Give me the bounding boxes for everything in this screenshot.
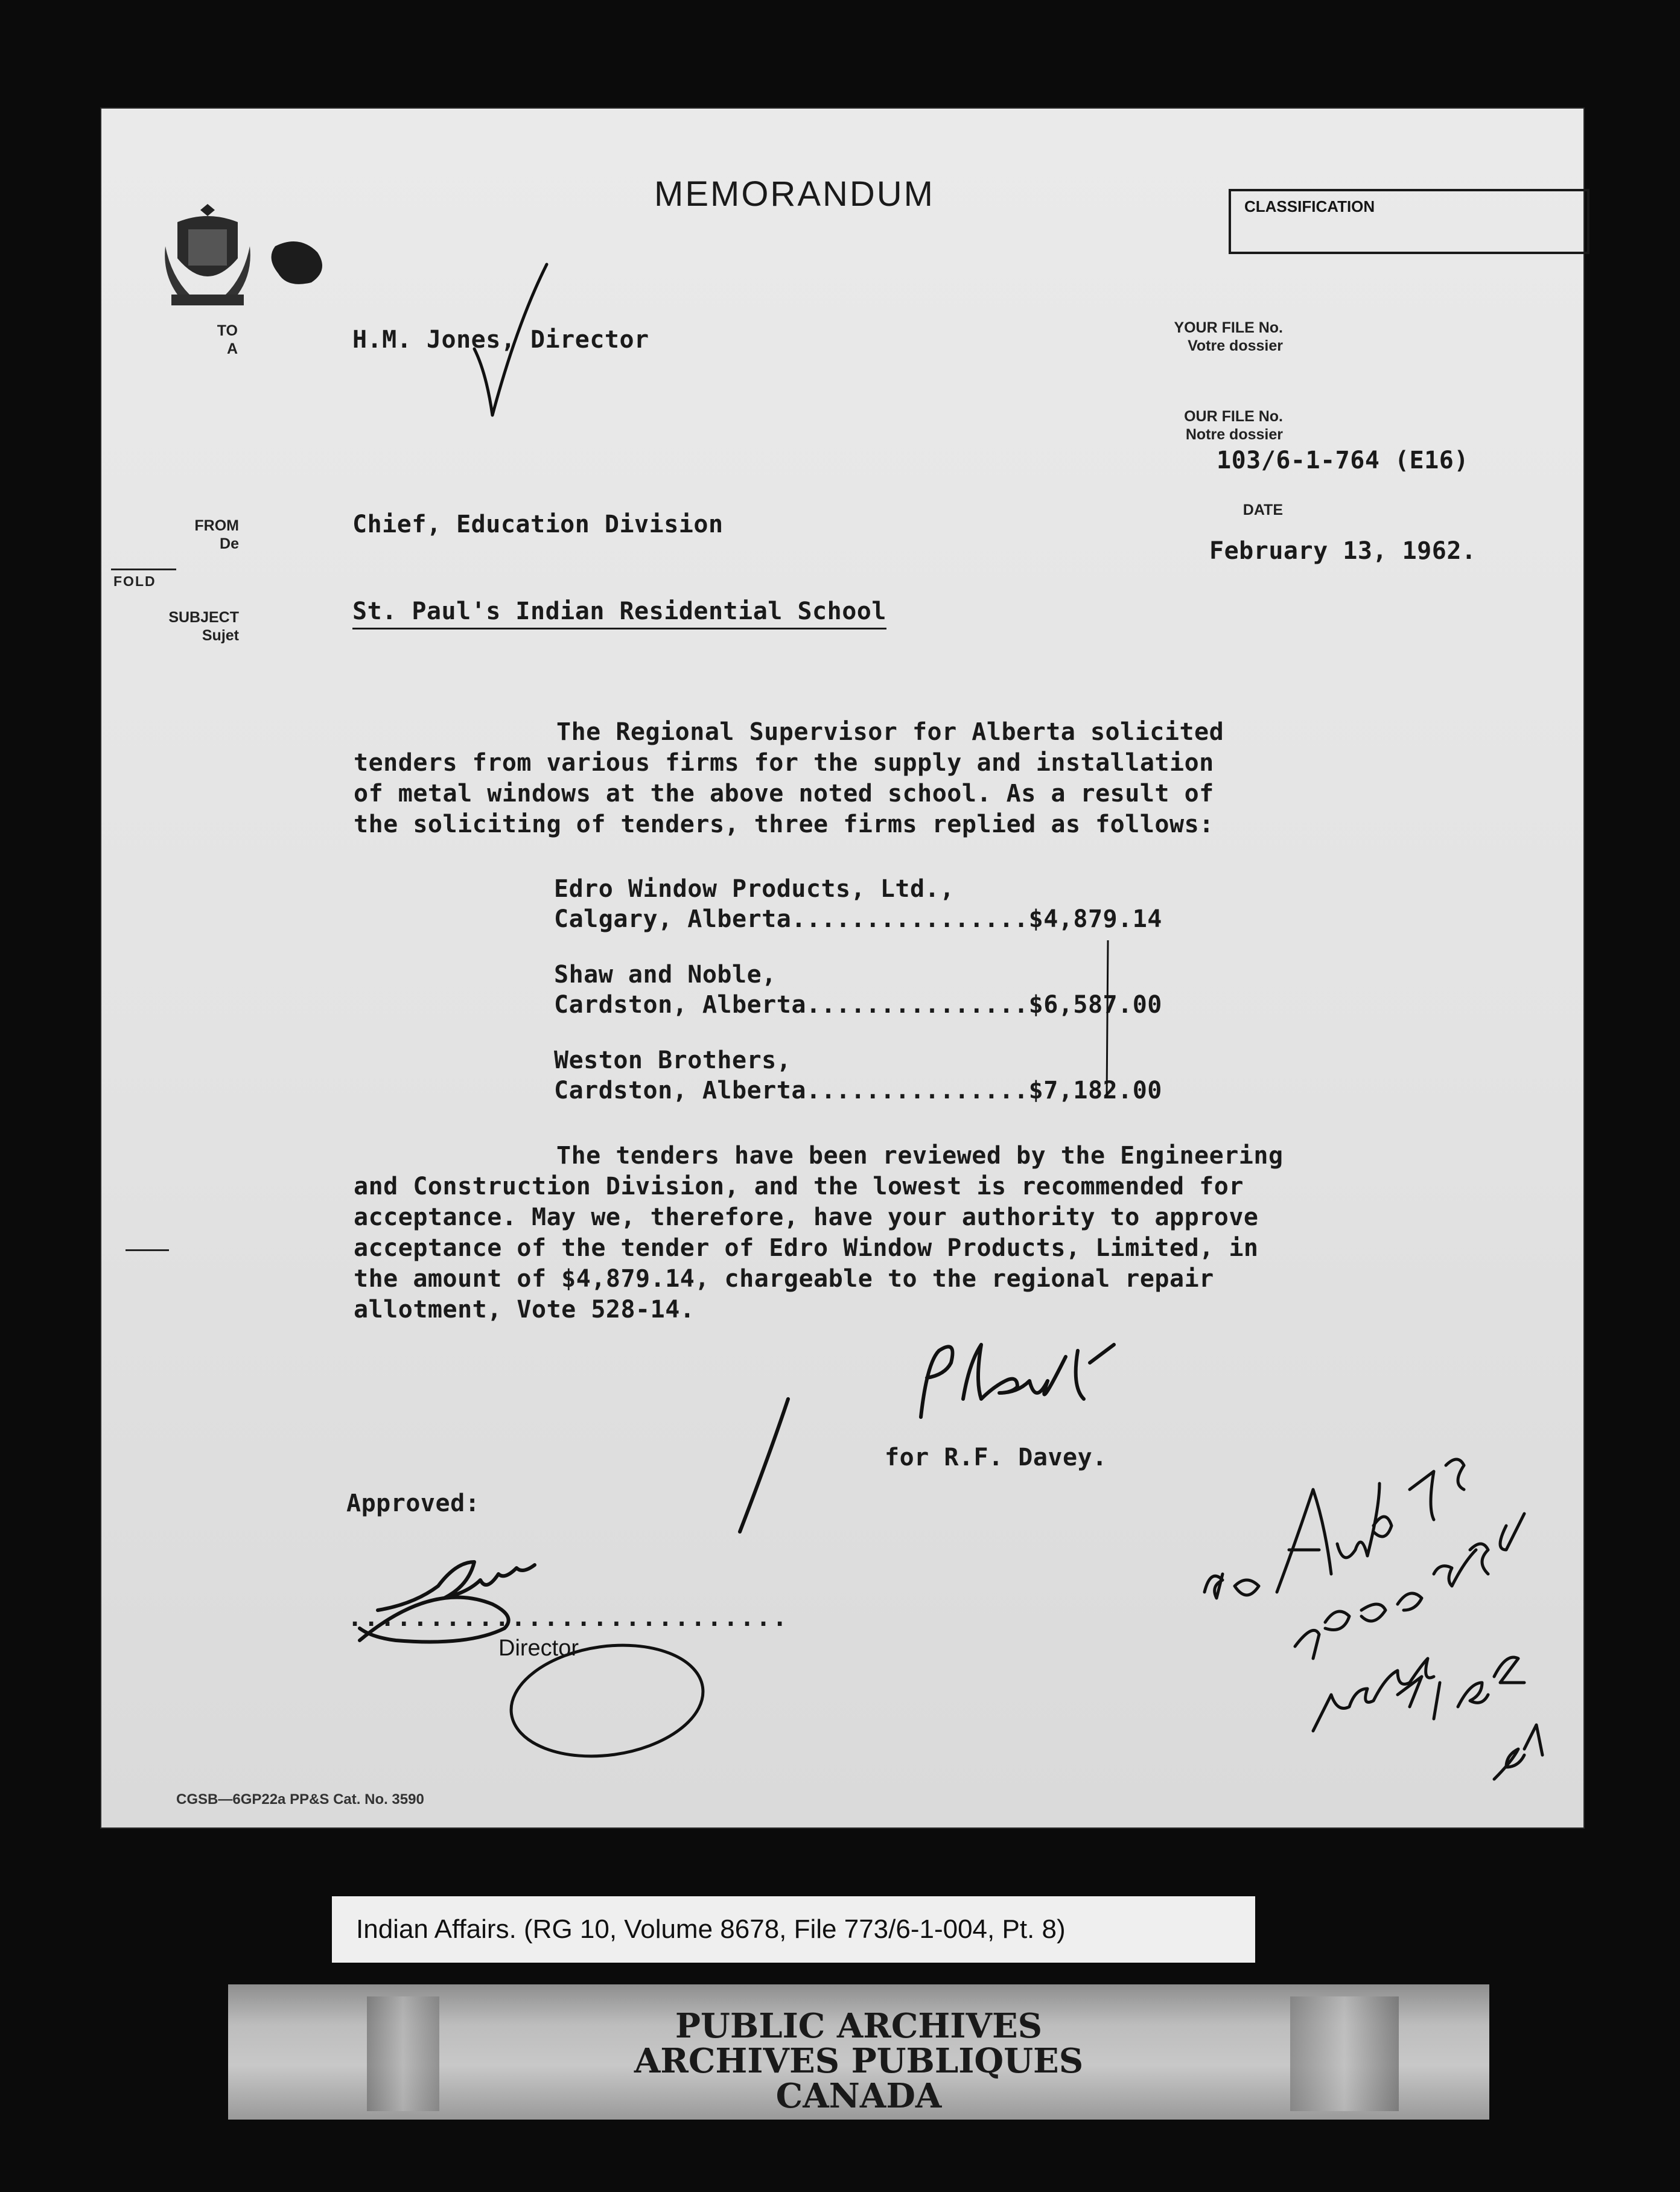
check-mark [462, 258, 559, 421]
your-file-label: YOUR FILE No. Votre dossier [1174, 319, 1283, 354]
approved-dots: ........................... [348, 1604, 789, 1632]
memo-sheet [100, 107, 1585, 1829]
vertical-pencil-line [1102, 940, 1114, 1097]
classification-box [1229, 189, 1589, 254]
tender-item: Shaw and Noble, Cardston, Alberta...............$6,587.00 [554, 961, 1162, 1019]
stamp-line-1: PUBLIC ARCHIVES [675, 2006, 1043, 2046]
margin-mark [126, 1249, 169, 1251]
signature-director [348, 1489, 710, 1779]
stamp-line-2: ARCHIVES PUBLIQUES [634, 2041, 1084, 2081]
fold-line [111, 569, 176, 570]
to-recipient: H.M. Jones, Director [352, 326, 649, 354]
body-paragraph-2: The tenders have been reviewed by the Engineering and Construction Division, and the lowest is recommended for acceptance. May we, therefore, have your authority to approve acceptance of the tender of Edro Window Products, Limited, in the amount of $4,879.14, chargeable to the regional repair allotment, Vote 528-14. [354, 1142, 1284, 1324]
handwritten-note [1036, 1393, 1554, 1815]
our-file-number: 103/6-1-764 (E16) [1217, 447, 1469, 474]
body-paragraph-1: The Regional Supervisor for Alberta solicited tenders from various firms for the supply and installation of metal windows at the above noted school. As a result of the soliciting of tenders, three firms replied as follows: [354, 718, 1224, 838]
archives-stamp-strip [228, 1984, 1489, 2120]
subject-text: St. Paul's Indian Residential School [352, 597, 886, 629]
tender-list [554, 874, 1162, 1106]
to-label: TO A [217, 322, 238, 357]
memo-title: MEMORANDUM [654, 174, 935, 214]
tender-item: Weston Brothers, Cardston, Alberta...............$7,182.00 [554, 1047, 1162, 1104]
subject-label: SUBJECT Sujet [168, 609, 239, 644]
stamp-line-3: CANADA [775, 2076, 942, 2116]
fold-label: FOLD [113, 573, 156, 589]
classification-label: CLASSIFICATION [1244, 197, 1375, 215]
pen-stroke [728, 1393, 800, 1538]
our-file-label: OUR FILE No. Notre dossier [1184, 408, 1283, 443]
from-sender: Chief, Education Division [352, 511, 724, 538]
tender-item: Edro Window Products, Ltd., Calgary, Alberta................$4,879.14 [554, 875, 1162, 933]
director-label: Director [498, 1636, 579, 1661]
archives-stamp-text [228, 1984, 1489, 2114]
memo-date: February 13, 1962. [1209, 537, 1477, 565]
approved-label: Approved: [346, 1489, 480, 1517]
coat-of-arms-icon [159, 198, 256, 313]
form-number: CGSB—6GP22a PP&S Cat. No. 3590 [176, 1791, 424, 1808]
date-label: DATE [1242, 502, 1283, 518]
signed-for: for R.F. Davey. [885, 1444, 1107, 1471]
archive-caption: Indian Affairs. (RG 10, Volume 8678, File 773/6-1-004, Pt. 8) [332, 1896, 1255, 1963]
stain-mark [263, 234, 329, 288]
from-label: FROM De [194, 517, 239, 552]
